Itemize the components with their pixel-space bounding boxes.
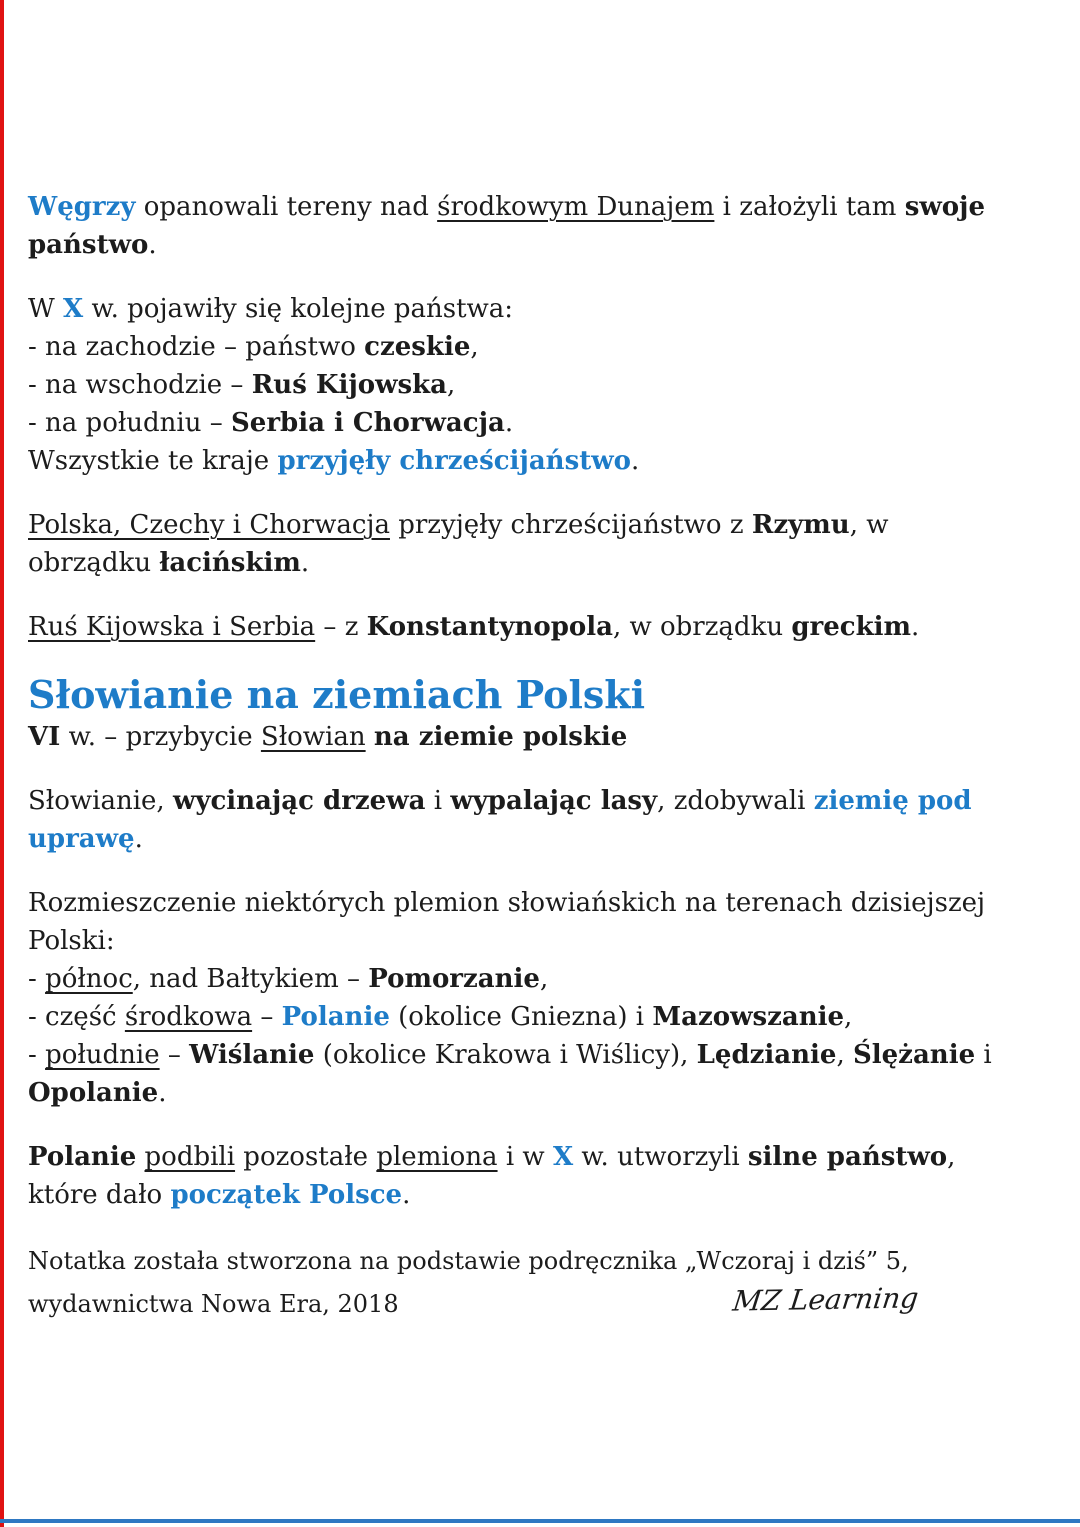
text-run: -: [28, 964, 46, 994]
footer: [28, 1240, 1054, 1326]
text-run: początek Polsce: [170, 1180, 403, 1210]
text-run: - część: [28, 1002, 125, 1032]
text-run: Polanie: [28, 1142, 137, 1172]
text-run: .: [300, 548, 310, 578]
paragraph-new-states-list: [28, 290, 1054, 480]
text-run: Konstantynopola: [366, 612, 613, 642]
text-run: które dało: [28, 1180, 171, 1210]
text-run: podbili: [144, 1142, 236, 1172]
text-run: przyjęły chrześcijaństwo z: [389, 510, 752, 540]
paragraph-polanie-state: [28, 1138, 1054, 1214]
text-run: W: [28, 294, 63, 324]
text-run: – z: [315, 612, 367, 642]
text-run: Słowian: [260, 722, 366, 752]
text-run: Węgrzy: [28, 192, 136, 222]
text-run: , zdobywali: [657, 786, 814, 816]
text-run: –: [252, 1002, 282, 1032]
footer-source-line1: Notatka została stworzona na podstawie podręcznika „Wczoraj i dziś” 5,: [28, 1247, 909, 1275]
text-run: –: [159, 1040, 190, 1070]
text-run: uprawę: [28, 824, 135, 854]
text-run: plemiona: [376, 1142, 498, 1172]
left-edge-line: [0, 0, 4, 1527]
text-run: pozostałe: [235, 1142, 377, 1172]
text-run: środkowym Dunajem: [437, 192, 715, 222]
text-run: łacińskim: [159, 548, 301, 578]
text-run: .: [911, 612, 920, 642]
text-run: Opolanie: [28, 1078, 159, 1108]
text-run: silne państwo: [747, 1142, 948, 1172]
text-run: (okolice Krakowa i Wiślicy),: [314, 1040, 697, 1070]
text-run: - na wschodzie –: [28, 370, 252, 400]
text-run: Ślężanie: [852, 1040, 976, 1070]
text-run: czeskie: [364, 332, 471, 362]
signature: MZ Learning: [730, 1281, 921, 1318]
text-run: Polska, Czechy i Chorwacja: [28, 510, 390, 540]
text-run: Ruś Kijowska i Serbia: [28, 612, 316, 642]
footer-row: [28, 1283, 1054, 1326]
text-run: Słowianie,: [28, 786, 173, 816]
paragraph-latin-rite: [28, 506, 1054, 582]
text-run: X: [63, 294, 84, 324]
text-run: Wiślanie: [189, 1040, 315, 1070]
text-run: ,: [836, 1040, 853, 1070]
document-body: [28, 188, 1054, 1326]
text-run: VI: [28, 722, 61, 752]
text-run: , w: [849, 510, 889, 540]
paragraph-hungarians: [28, 188, 1054, 264]
text-run: ,: [447, 370, 456, 400]
text-run: w. utworzyli: [573, 1142, 748, 1172]
text-run: .: [504, 408, 514, 438]
text-run: Ruś Kijowska: [251, 370, 448, 400]
text-run: środkowa: [124, 1002, 253, 1032]
text-run: , nad Bałtykiem –: [132, 964, 369, 994]
text-run: ,: [947, 1142, 956, 1172]
text-run: .: [158, 1078, 167, 1108]
text-run: .: [630, 446, 640, 476]
text-run: w. pojawiły się kolejne państwa:: [83, 294, 514, 324]
text-run: Lędzianie: [696, 1040, 837, 1070]
text-run: ,: [844, 1002, 853, 1032]
text-run: .: [148, 230, 157, 260]
text-run: państwo: [28, 230, 149, 260]
text-run: swoje: [904, 192, 985, 222]
text-run: [366, 722, 374, 752]
text-run: - na zachodzie – państwo: [28, 332, 365, 362]
bottom-edge-line: [0, 1519, 1080, 1523]
text-run: Wszystkie te kraje: [28, 446, 278, 476]
text-run: północ: [45, 964, 133, 994]
text-run: Polanie: [281, 1002, 390, 1032]
paragraph-tribes-list: [28, 884, 1054, 1112]
text-run: i w: [497, 1142, 553, 1172]
paragraph-vi-century: [28, 718, 1054, 756]
text-run: Rozmieszczenie niektórych plemion słowiańskich na terenach dzisiejszej: [28, 888, 986, 918]
text-run: .: [134, 824, 143, 854]
text-run: ziemię pod: [813, 786, 972, 816]
text-run: ,: [470, 332, 479, 362]
text-run: X: [552, 1142, 574, 1172]
text-run: ,: [539, 964, 549, 994]
text-run: Polski:: [28, 926, 115, 956]
text-run: (okolice Gniezna) i: [389, 1002, 653, 1032]
text-run: i założyli tam: [714, 192, 905, 222]
text-run: Serbia i Chorwacja: [231, 408, 505, 438]
footer-source-line2: wydawnictwa Nowa Era, 2018: [28, 1290, 399, 1318]
text-run: greckim: [791, 612, 911, 642]
text-run: i: [975, 1040, 992, 1070]
text-run: i: [425, 786, 451, 816]
text-run: wycinając drzewa: [172, 786, 426, 816]
text-run: -: [28, 1040, 46, 1070]
text-run: opanowali tereny nad: [135, 192, 438, 222]
text-run: wypalając lasy: [450, 786, 658, 816]
text-run: .: [402, 1180, 411, 1210]
text-run: Rzymu: [751, 510, 850, 540]
paragraph-greek-rite: [28, 608, 1054, 646]
text-run: południe: [45, 1040, 160, 1070]
text-run: - na południu –: [28, 408, 232, 438]
text-run: na ziemie polskie: [373, 722, 628, 752]
paragraph-slash-and-burn: [28, 782, 1054, 858]
text-run: przyjęły chrześcijaństwo: [277, 446, 631, 476]
text-run: , w obrządku: [612, 612, 792, 642]
text-run: [136, 1142, 144, 1172]
text-run: Mazowszanie: [652, 1002, 845, 1032]
text-run: Pomorzanie: [368, 964, 540, 994]
text-run: w. – przybycie: [60, 722, 261, 752]
section-heading: Słowianie na ziemiach Polski: [28, 672, 646, 717]
text-run: obrządku: [28, 548, 160, 578]
